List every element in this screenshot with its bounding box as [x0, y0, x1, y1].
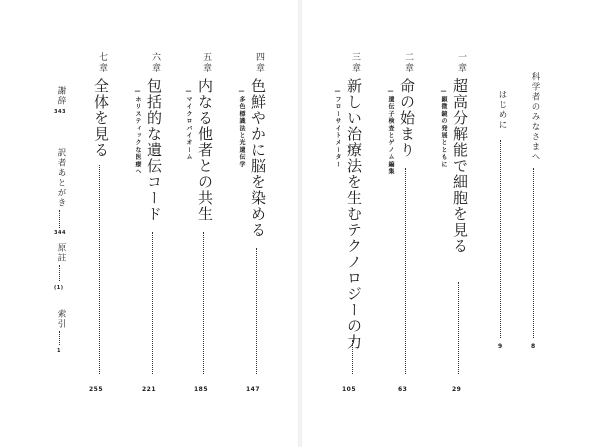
foreword-title: 科学者のみなさまへ [530, 72, 540, 162]
chapter-5-title: 内なる他者との共生 [196, 78, 214, 222]
backmatter-notes-leader [59, 265, 60, 281]
intro-title: はじめに [497, 90, 507, 130]
backmatter-index-leader [59, 331, 60, 345]
backmatter-afterword-leader [59, 210, 60, 228]
chapter-6-title: 包括的な遺伝コード [145, 78, 163, 222]
left-page [0, 0, 298, 447]
backmatter-notes: 原註 [56, 243, 66, 263]
chapter-2-page: 63 [398, 386, 408, 393]
chapter-3-subtitle: —フローサイトメーター [334, 88, 341, 169]
chapter-2-subtitle: —遺伝子検査とゲノム編集 [387, 88, 394, 176]
chapter-6-subtitle: —ホリスティックな医療へ [134, 88, 141, 176]
foreword-leader [533, 168, 534, 338]
chapter-4-subtitle: —多色標識法と光遺伝学 [238, 88, 245, 169]
chapter-6-page: 221 [142, 386, 157, 393]
chapter-7-title: 全体を見る [92, 78, 110, 158]
backmatter-index-page: 1 [57, 348, 61, 354]
intro-page: 9 [498, 343, 503, 350]
chapter-3-label: 三章 [350, 52, 360, 74]
chapter-7-leader [99, 165, 100, 374]
foreword-page: 8 [531, 343, 536, 350]
chapter-1-title: 超高分解能で細胞を見る [451, 78, 469, 254]
chapter-4-title: 色鮮やかに脳を染める [249, 78, 267, 238]
backmatter-afterword: 訳者あとがき [56, 148, 66, 208]
chapter-2-leader [405, 168, 406, 374]
intro-leader [500, 140, 501, 338]
chapter-4-label: 四章 [254, 52, 264, 74]
chapter-2-title: 命の始まり [398, 78, 416, 158]
chapter-5-leader [203, 232, 204, 374]
chapter-3-page: 105 [342, 386, 357, 393]
chapter-1-subtitle: —顕微鏡の発展とともに [440, 88, 447, 169]
chapter-3-title: 新しい治療法を生むテクノロジーの力 [345, 78, 363, 350]
backmatter-acknowledgements-page: 343 [54, 109, 66, 115]
chapter-5-page: 185 [194, 386, 209, 393]
right-page [302, 0, 600, 447]
chapter-5-label: 五章 [201, 52, 211, 74]
chapter-1-page: 29 [452, 386, 462, 393]
chapter-7-label: 七章 [97, 52, 107, 74]
backmatter-afterword-page: 344 [54, 230, 66, 236]
chapter-4-page: 147 [246, 386, 261, 393]
chapter-7-page: 255 [89, 386, 104, 393]
backmatter-index: 索引 [56, 309, 66, 329]
chapter-1-leader [458, 282, 459, 374]
chapter-4-leader [256, 248, 257, 374]
chapter-6-leader [152, 232, 153, 374]
chapter-1-label: 一章 [456, 52, 466, 74]
chapter-3-leader [352, 340, 353, 374]
chapter-5-subtitle: —マイクロバイオーム [185, 88, 192, 161]
backmatter-notes-page: (1) [54, 285, 64, 291]
chapter-2-label: 二章 [403, 52, 413, 74]
backmatter-acknowledgements: 謝辞 [56, 86, 66, 106]
chapter-6-label: 六章 [150, 52, 160, 74]
